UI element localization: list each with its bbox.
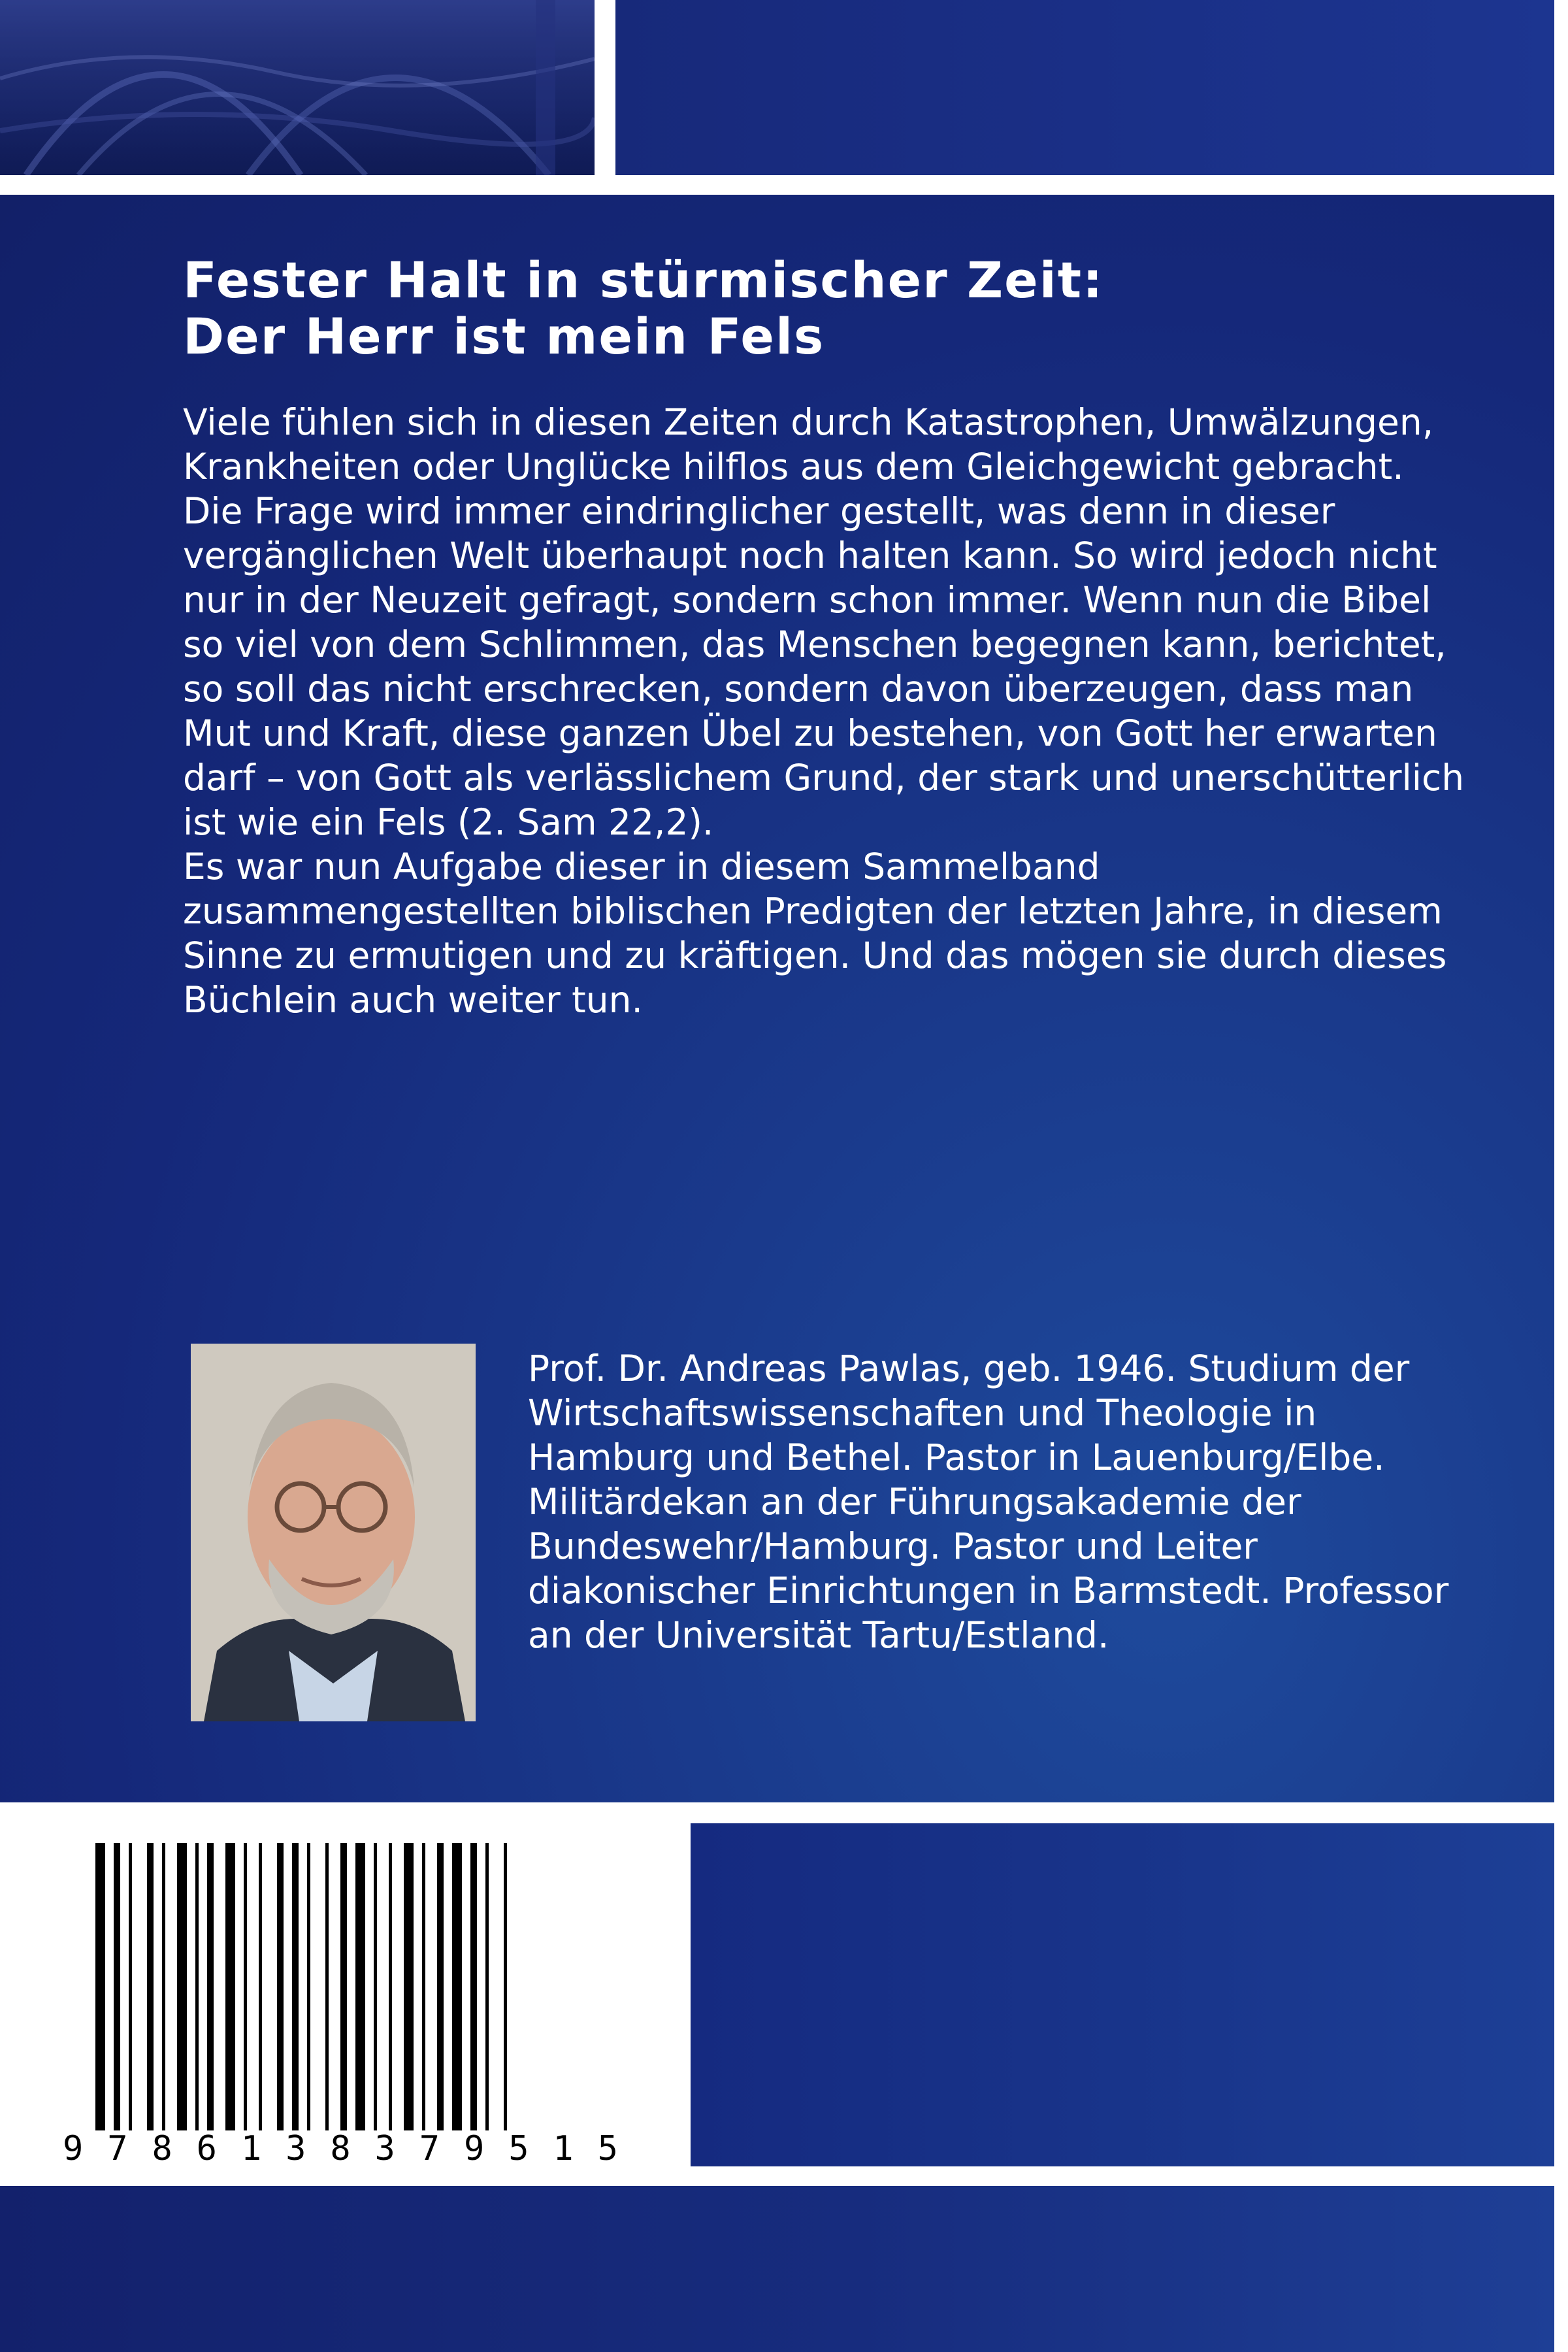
right-edge-strip (1554, 0, 1568, 2352)
barcode-bar (207, 1843, 214, 2130)
barcode-bar (470, 1843, 477, 2130)
barcode-area (0, 1804, 689, 2166)
isbn-digit: 9 (463, 2129, 485, 2168)
barcode-bar (259, 1843, 262, 2130)
barcode-bar (244, 1843, 247, 2130)
barcode-bar (389, 1843, 392, 2130)
isbn-digit: 5 (597, 2129, 618, 2168)
title-line-1: Fester Halt in stürmischer Zeit: (183, 251, 1104, 309)
barcode-bar (129, 1843, 132, 2130)
barcode-bar (307, 1843, 310, 2130)
isbn-digit: 5 (508, 2129, 529, 2168)
barcode (0, 1804, 689, 2166)
mid-right-blue-band (691, 1823, 1554, 2166)
isbn-digit: 3 (286, 2129, 306, 2168)
barcode-bar (325, 1843, 329, 2130)
description-paragraph-1: Viele fühlen sich in diesen Zeiten durch Katastrophen, Umwälzungen, Krankheiten oder Unglücke hilflos aus dem Gleichgewicht gebracht. Die Frage wird immer eindringlicher gestellt, was denn in dieser vergänglichen Welt überhaupt noch halten kann. So wird jedoch nicht nur in der Neuzeit gefragt, sondern schon immer. Wenn nun die Bibel so viel von dem Schlimmen, das Menschen begegnen kann, berichtet, so soll das nicht erschrecken, sondern davon überzeugen, dass man Mut und Kraft, diese ganzen Übel zu bestehen, von Gott her erwarten darf – von Gott als verlässlichem Grund, der stark und unerschütterlich ist wie ein Fels (2. Sam 22,2). (183, 401, 1465, 843)
barcode-bar (95, 1843, 105, 2130)
barcode-bar (404, 1843, 414, 2130)
barcode-bar (147, 1843, 154, 2130)
isbn-digit: 6 (196, 2129, 217, 2168)
barcode-bar (437, 1843, 444, 2130)
top-architecture-photo (0, 0, 595, 175)
isbn-digit: 3 (374, 2129, 395, 2168)
barcode-bar (292, 1843, 299, 2130)
barcode-bar (355, 1843, 365, 2130)
barcode-bar (277, 1843, 284, 2130)
isbn-digit: 1 (240, 2129, 262, 2168)
vaulted-ceiling-image (0, 0, 595, 175)
barcode-bar (195, 1843, 199, 2130)
author-portrait (191, 1344, 476, 1721)
barcode-bar (374, 1843, 377, 2130)
isbn-digit: 8 (330, 2129, 351, 2168)
isbn-digit: 9 (63, 2129, 84, 2168)
barcode-bar (177, 1843, 187, 2130)
isbn-digit: 7 (107, 2129, 128, 2168)
title-line-2: Der Herr ist mein Fels (183, 307, 825, 365)
book-description (183, 400, 1470, 1022)
barcode-bar (340, 1843, 347, 2130)
author-bio: Prof. Dr. Andreas Pawlas, geb. 1946. Studium der Wirtschaftswissenschaften und Theologie in Hamburg und Bethel. Pastor in Lauenburg/Elbe. Militärdekan an der Führungsakademie der Bundeswehr/Hamburg. Pastor und Leiter diakonischer Einrichtungen in Barmstedt. Professor an der Universität Tartu/Estland. (528, 1348, 1449, 1656)
top-blue-band (615, 0, 1554, 175)
barcode-bar (485, 1843, 489, 2130)
book-title (183, 252, 1490, 365)
barcode-bar (504, 1843, 507, 2130)
barcode-bar (422, 1843, 425, 2130)
isbn-digit: 7 (419, 2129, 440, 2168)
barcode-bar (225, 1843, 235, 2130)
barcode-bar (114, 1843, 120, 2130)
isbn-digit: 8 (152, 2129, 172, 2168)
description-paragraph-2: Es war nun Aufgabe dieser in diesem Sammelband zusammengestellten biblischen Predigten der letzten Jahre, in diesem Sinne zu ermutigen und zu kräftigen. Und das mögen sie durch dieses Büchlein auch weiter tun. (183, 846, 1447, 1021)
isbn-digits (63, 2129, 618, 2168)
bottom-blue-band (0, 2186, 1554, 2352)
barcode-bar (452, 1843, 462, 2130)
isbn-digit: 1 (553, 2129, 574, 2168)
author-portrait-image (191, 1344, 476, 1721)
barcode-bar (162, 1843, 165, 2130)
